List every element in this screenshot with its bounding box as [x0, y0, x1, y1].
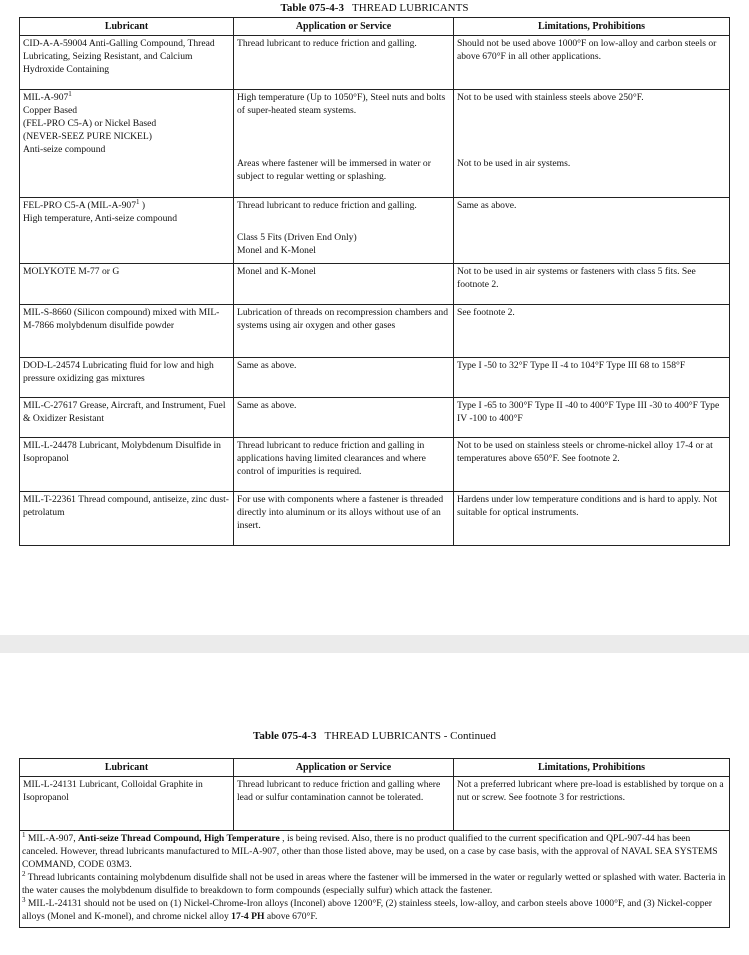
footnote-2 — [22, 871, 727, 897]
cell-lubricant: CID-A-A-59004 Anti-Galling Compound, Thread Lubricating, Seizing Resistant, and Calcium Hydroxide Containing — [20, 36, 234, 90]
table-title — [0, 2, 749, 14]
table-number: Table 075-4-3 — [280, 2, 344, 14]
application-part-a: High temperature (Up to 1050°F), Steel nuts and bolts of super-heated steam systems. — [237, 92, 446, 116]
header-limitations: Limitations, Prohibitions — [454, 18, 730, 36]
cell-application: Thread lubricant to reduce friction and galling in applications having limited clearances and where control of impurities is required. — [234, 438, 454, 492]
cell-limitations: Not to be used on stainless steels or chrome-nickel alloy 17-4 or at temperatures above 650°F. See footnote 2. — [454, 438, 730, 492]
cell-lubricant: MIL-C-27617 Grease, Aircraft, and Instrument, Fuel & Oxidizer Resistant — [20, 398, 234, 438]
table-row — [20, 398, 730, 438]
footnote-number: 1 — [22, 830, 26, 839]
header-application: Application or Service — [234, 18, 454, 36]
limitations-part-a: Not to be used with stainless steels above 250°F. — [457, 92, 644, 103]
lubricant-code: MIL-A-907 — [23, 92, 69, 103]
cell-lubricant: MOLYKOTE M-77 or G — [20, 264, 234, 305]
footnote-ref: 1 — [136, 197, 140, 206]
footnote-number: 3 — [22, 895, 26, 904]
cell-limitations: Not to be used in air systems or fasteners with class 5 fits. See footnote 2. — [454, 264, 730, 305]
table-caption: THREAD LUBRICANTS — [352, 2, 469, 14]
footnotes — [20, 831, 730, 928]
footnotes-row — [20, 831, 730, 928]
cell-limitations: Same as above. — [454, 198, 730, 264]
footnote-text: MIL-L-24131 should not be used on (1) Nickel-Chrome-Iron alloys (Inconel) above 1200°F, (2) stainless steels, low-alloy, and carbon steels above 1000°F, and (3) Nickel-copper alloys (Monel and K-monel), and chrome nickel alloy — [22, 898, 712, 922]
table-row — [20, 777, 730, 831]
cell-application: Thread lubricant to reduce friction and galling. — [234, 36, 454, 90]
table-title-continued — [0, 730, 749, 742]
table-row — [20, 358, 730, 398]
cell-lubricant: MIL-S-8660 (Silicon compound) mixed with MIL-M-7866 molybdenum disulfide powder — [20, 305, 234, 358]
cell-limitations: Type I -50 to 32°F Type II -4 to 104°F Type III 68 to 158°F — [454, 358, 730, 398]
lubricant-description: High temperature, Anti-seize compound — [23, 213, 177, 224]
lubricants-table-continued — [19, 758, 730, 928]
application-part-b: Class 5 Fits (Driven End Only) Monel and K-Monel — [237, 232, 357, 256]
footnote-bold-text: 17-4 PH — [231, 911, 265, 922]
footnote-ref: 1 — [68, 89, 72, 98]
cell-limitations: Type I -65 to 300°F Type II -40 to 400°F Type III -30 to 400°F Type IV -100 to 400°F — [454, 398, 730, 438]
table-row — [20, 264, 730, 305]
header-application: Application or Service — [234, 759, 454, 777]
footnote-text: above 670°F. — [264, 911, 318, 922]
table-row — [20, 492, 730, 546]
header-lubricant: Lubricant — [20, 759, 234, 777]
cell-lubricant: MIL-L-24478 Lubricant, Molybdenum Disulfide in Isopropanol — [20, 438, 234, 492]
cell-lubricant — [20, 198, 234, 264]
table-row — [20, 438, 730, 492]
table-header-row — [20, 759, 730, 777]
cell-lubricant — [20, 90, 234, 198]
limitations-part-b: Not to be used in air systems. — [457, 158, 571, 169]
header-limitations: Limitations, Prohibitions — [454, 759, 730, 777]
footnote-text: Thread lubricants containing molybdenum disulfide shall not be used in areas where the fastener will be immersed in the water or regularly wetted or splashed with water. Bacteria in the water causes the molybdenum disulfide to breakdown to form compounds (especially sulfur) which attack the fastener. — [22, 872, 726, 896]
cell-lubricant: MIL-T-22361 Thread compound, antiseize, zinc dust-petrolatum — [20, 492, 234, 546]
cell-application: Thread lubricant to reduce friction and galling where lead or sulfur contamination cannot be tolerated. — [234, 777, 454, 831]
cell-lubricant: DOD-L-24574 Lubricating fluid for low and high pressure oxidizing gas mixtures — [20, 358, 234, 398]
footnote-text: MIL-A-907, — [25, 833, 78, 844]
footnote-text: , is being revised. Also, there is no product qualified to the current specification and QPL-907-44 has been canceled. However, thread lubricants manufactured to MIL-A-907, other than those listed above, may be used, on a case by case basis, with the approval of NAVAL SEA SYSTEMS COMMAND, CODE 03M3. — [22, 833, 718, 870]
lubricant-code: FEL-PRO C5-A (MIL-A-907 — [23, 200, 136, 211]
table-number: Table 075-4-3 — [253, 730, 317, 742]
page-separator — [0, 635, 749, 653]
cell-application: Same as above. — [234, 358, 454, 398]
footnote-bold-text: Anti-seize Thread Compound, High Temperature — [78, 833, 280, 844]
cell-application: Lubrication of threads on recompression chambers and systems using air oxygen and other gases — [234, 305, 454, 358]
lubricants-table — [19, 17, 730, 546]
application-part-b: Areas where fastener will be immersed in water or subject to regular wetting or splashing. — [237, 158, 431, 182]
cell-application: For use with components where a fastener is threaded directly into aluminum or its alloys without use of an insert. — [234, 492, 454, 546]
cell-application: Monel and K-Monel — [234, 264, 454, 305]
cell-application — [234, 198, 454, 264]
footnote-number: 2 — [22, 869, 26, 878]
table-row — [20, 36, 730, 90]
table-row — [20, 305, 730, 358]
footnote-3 — [22, 897, 727, 923]
footnote-1 — [22, 832, 727, 871]
lubricant-description: Copper Based (FEL-PRO C5-A) or Nickel Based (NEVER-SEEZ PURE NICKEL) Anti-seize compound — [23, 105, 157, 155]
table-row — [20, 198, 730, 264]
table-header-row — [20, 18, 730, 36]
table-row — [20, 90, 730, 198]
application-part-a: Thread lubricant to reduce friction and galling. — [237, 200, 417, 211]
cell-limitations: Should not be used above 1000°F on low-alloy and carbon steels or above 670°F in all other applications. — [454, 36, 730, 90]
cell-limitations — [454, 90, 730, 198]
cell-limitations: Not a preferred lubricant where pre-load is established by torque on a nut or screw. See footnote 3 for restrictions. — [454, 777, 730, 831]
cell-application — [234, 90, 454, 198]
header-lubricant: Lubricant — [20, 18, 234, 36]
cell-lubricant: MIL-L-24131 Lubricant, Colloidal Graphite in Isopropanol — [20, 777, 234, 831]
cell-limitations: See footnote 2. — [454, 305, 730, 358]
table-caption: THREAD LUBRICANTS - Continued — [324, 730, 496, 742]
cell-application: Same as above. — [234, 398, 454, 438]
lubricant-code-close: ) — [139, 200, 146, 211]
cell-limitations: Hardens under low temperature conditions and is hard to apply. Not suitable for optical instruments. — [454, 492, 730, 546]
